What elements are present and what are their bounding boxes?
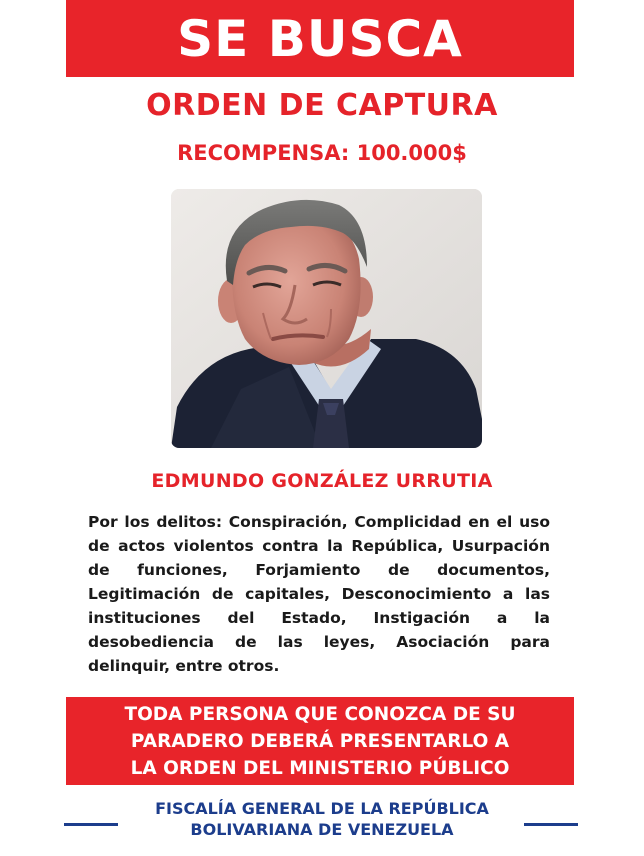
reward-text: RECOMPENSA: 100.000$ [177,141,467,165]
headline-text: SE BUSCA [177,9,463,68]
footer-rule-right [524,823,578,826]
notice-banner [66,697,574,785]
notice-text: TODA PERSONA QUE CONOZCA DE SU PARADERO DEBERÁ PRESENTARLO A LA ORDEN DEL MINISTERIO PÚBLICO [124,703,516,779]
order-title: ORDEN DE CAPTURA [146,88,498,123]
suspect-name: EDMUNDO GONZÁLEZ URRUTIA [151,470,493,492]
headline-banner [66,0,574,77]
issuer-text: FISCALÍA GENERAL DE LA REPÚBLICA BOLIVARIANA DE VENEZUELA [155,799,489,839]
footer-rule-left [64,823,118,826]
issuer-footer [0,798,644,846]
charges-paragraph: Por los delitos: Conspiración, Complicidad en el uso de actos violentos contra la República, Usurpación de funciones, Forjamiento de documentos, Legitimación de capitales, Desconocimiento a las instituciones del Estado, Instigación a la desobediencia de las leyes, Asociación para delinquir, entre otros. [88,513,550,675]
portrait-photo [171,189,482,448]
